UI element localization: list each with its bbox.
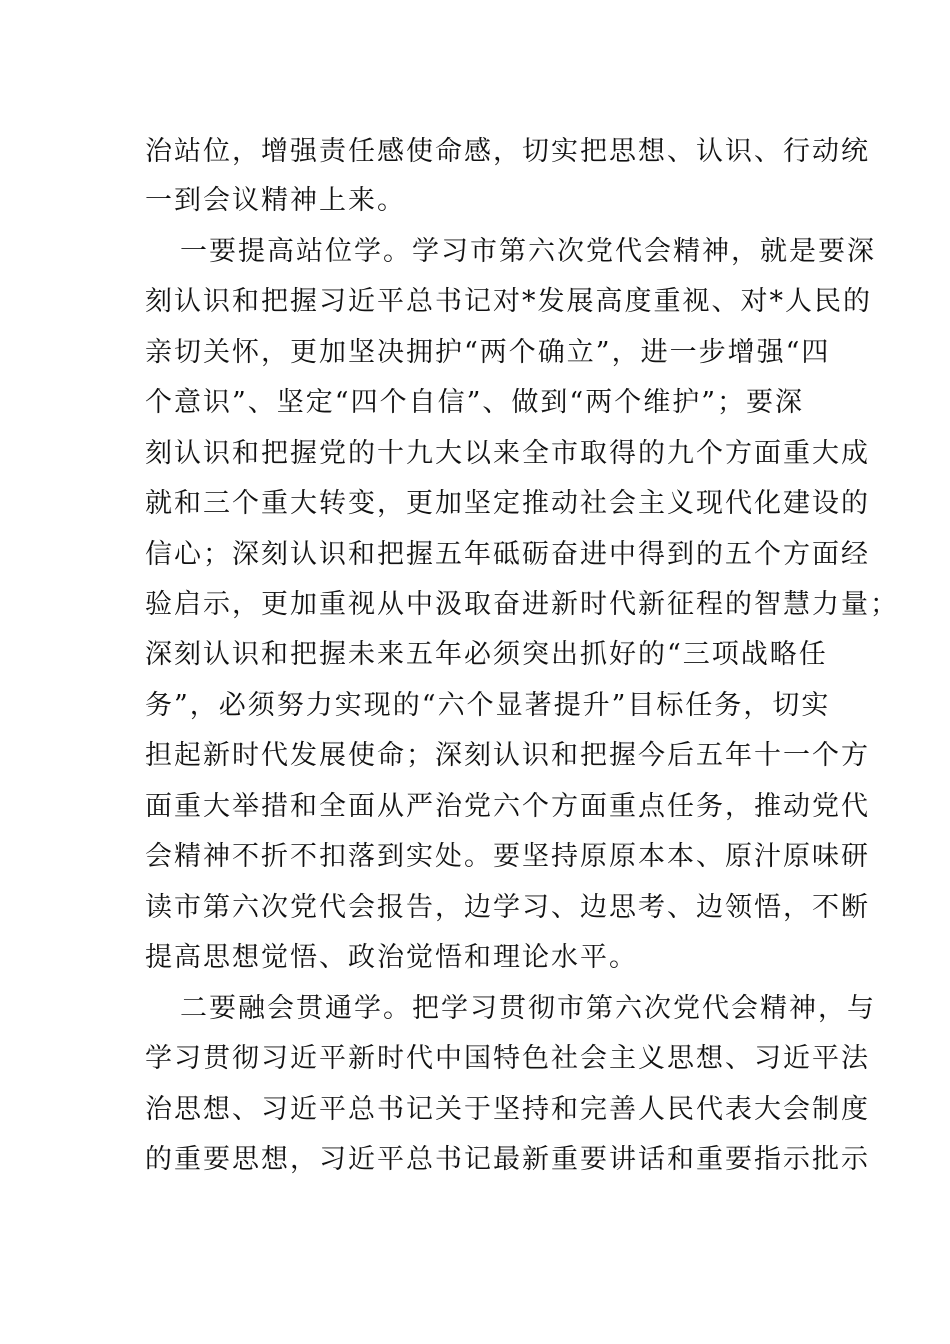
text-line-5: 亲切关怀，更加坚决拥护“两个确立”，进一步增强“四 bbox=[145, 337, 831, 368]
text-line-19: 学习贯彻习近平新时代中国特色社会主义思想、习近平法 bbox=[145, 1043, 870, 1074]
paragraph-2-line-1: 二要融会贯通学。把学习贯彻市第六次党代会精神，与 bbox=[180, 993, 876, 1024]
text-line-10: 验启示，更加重视从中汲取奋进新时代新征程的智慧力量； bbox=[145, 589, 899, 620]
text-line-8: 就和三个重大转变，更加坚定推动社会主义现代化建设的 bbox=[145, 488, 870, 519]
paragraph-1-line-1: 一要提高站位学。学习市第六次党代会精神，就是要深 bbox=[180, 236, 876, 267]
text-line-2: 一到会议精神上来。 bbox=[145, 185, 406, 216]
text-line-17: 提高思想觉悟、政治觉悟和理论水平。 bbox=[145, 942, 638, 973]
text-line-7: 刻认识和把握党的十九大以来全市取得的九个方面重大成 bbox=[145, 438, 870, 469]
text-line-13: 担起新时代发展使命；深刻认识和把握今后五年十一个方 bbox=[145, 740, 870, 771]
text-line-6: 个意识”、坚定“四个自信”、做到“两个维护”；要深 bbox=[145, 387, 805, 418]
text-line-11: 深刻认识和把握未来五年必须突出抓好的“三项战略任 bbox=[145, 639, 828, 670]
text-line-16: 读市第六次党代会报告，边学习、边思考、边领悟，不断 bbox=[145, 892, 870, 923]
text-line-14: 面重大举措和全面从严治党六个方面重点任务，推动党代 bbox=[145, 791, 870, 822]
text-line-9: 信心；深刻认识和把握五年砥砺奋进中得到的五个方面经 bbox=[145, 539, 870, 570]
text-line-4: 刻认识和把握习近平总书记对*发展高度重视、对*人民的 bbox=[145, 286, 872, 317]
text-line-20: 治思想、习近平总书记关于坚持和完善人民代表大会制度 bbox=[145, 1094, 870, 1125]
text-line-21: 的重要思想，习近平总书记最新重要讲话和重要指示批示 bbox=[145, 1144, 870, 1175]
text-line-15: 会精神不折不扣落到实处。要坚持原原本本、原汁原味研 bbox=[145, 841, 870, 872]
text-line-12: 务”，必须努力实现的“六个显著提升”目标任务，切实 bbox=[145, 690, 831, 721]
text-line-1: 治站位，增强责任感使命感，切实把思想、认识、行动统 bbox=[145, 136, 870, 167]
